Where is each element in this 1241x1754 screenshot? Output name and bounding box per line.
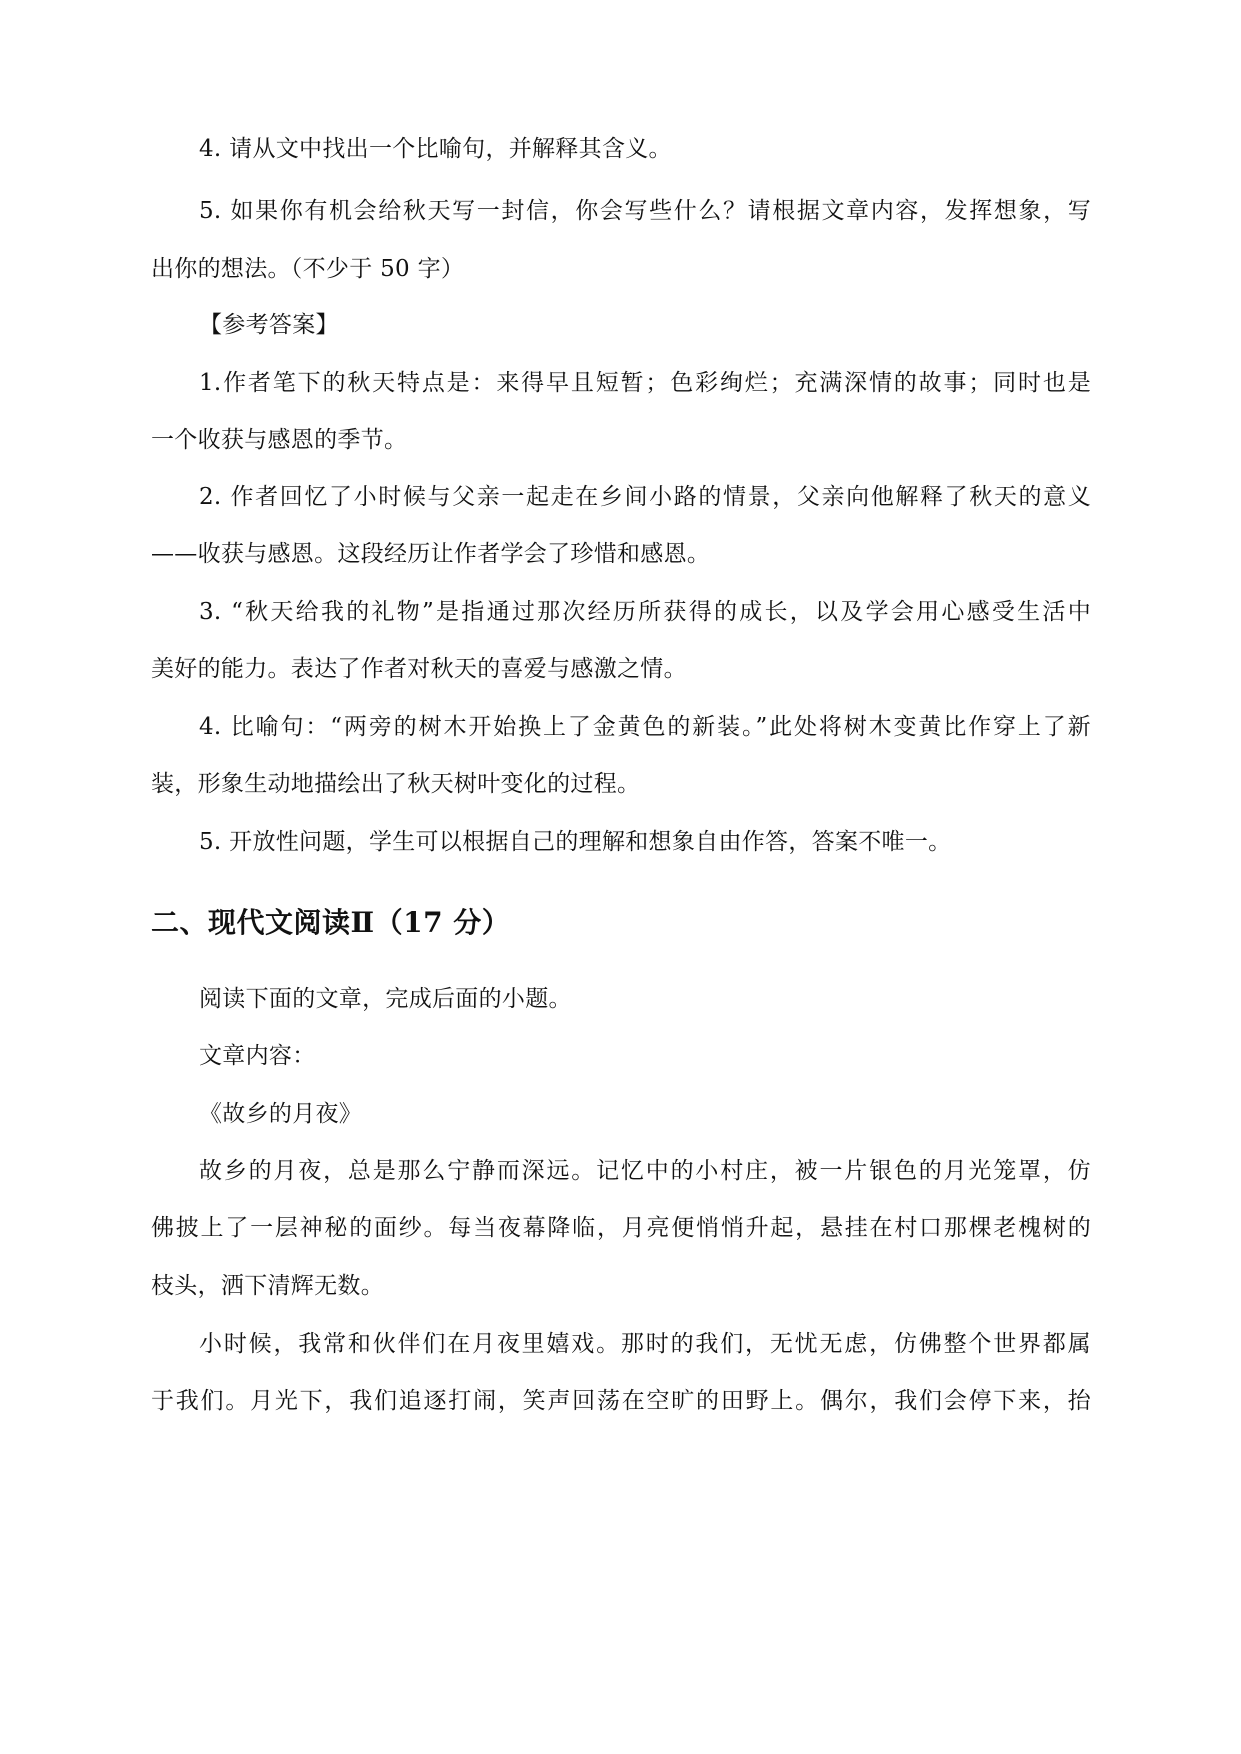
- answer-1-line-1: 1.作者笔下的秋天特点是：来得早且短暂；色彩绚烂；充满深情的故事；同时也是: [199, 370, 1091, 396]
- article-paragraph-1-line-2: 佛披上了一层神秘的面纱。每当夜幕降临，月亮便悄悄升起，悬挂在村口那棵老槐树的: [151, 1215, 1091, 1241]
- answers-label: 【参考答案】: [199, 312, 339, 338]
- answer-3-line-2: 美好的能力。表达了作者对秋天的喜爱与感激之情。: [151, 656, 687, 682]
- question-4: 4. 请从文中找出一个比喻句，并解释其含义。: [199, 136, 672, 162]
- answer-1-line-2: 一个收获与感恩的季节。: [151, 427, 408, 453]
- article-paragraph-1-line-1: 故乡的月夜，总是那么宁静而深远。记忆中的小村庄，被一片银色的月光笼罩，仿: [199, 1158, 1091, 1184]
- reading-instruction: 阅读下面的文章，完成后面的小题。: [199, 986, 572, 1012]
- section-heading: 二、现代文阅读Ⅱ（17 分）: [151, 906, 511, 939]
- article-content-label: 文章内容：: [199, 1043, 316, 1069]
- answer-4-line-2: 装，形象生动地描绘出了秋天树叶变化的过程。: [151, 771, 641, 797]
- article-paragraph-2-line-2: 于我们。月光下，我们追逐打闹，笑声回荡在空旷的田野上。偶尔，我们会停下来，抬: [151, 1388, 1091, 1414]
- question-5-line-2: 出你的想法。（不少于 50 字）: [151, 256, 465, 282]
- article-paragraph-1-line-3: 枝头，洒下清辉无数。: [151, 1273, 384, 1299]
- answer-2-line-2: ——收获与感恩。这段经历让作者学会了珍惜和感恩。: [151, 541, 711, 567]
- answer-5: 5. 开放性问题，学生可以根据自己的理解和想象自由作答，答案不唯一。: [199, 829, 952, 855]
- article-title: 《故乡的月夜》: [199, 1101, 363, 1127]
- answer-3-line-1: 3. “秋天给我的礼物”是指通过那次经历所获得的成长，以及学会用心感受生活中: [199, 599, 1091, 625]
- article-paragraph-2-line-1: 小时候，我常和伙伴们在月夜里嬉戏。那时的我们，无忧无虑，仿佛整个世界都属: [199, 1331, 1091, 1357]
- answer-2-line-1: 2. 作者回忆了小时候与父亲一起走在乡间小路的情景，父亲向他解释了秋天的意义: [199, 484, 1091, 510]
- question-5-line-1: 5. 如果你有机会给秋天写一封信，你会写些什么？请根据文章内容，发挥想象，写: [199, 198, 1091, 224]
- answer-4-line-1: 4. 比喻句：“两旁的树木开始换上了金黄色的新装。”此处将树木变黄比作穿上了新: [199, 714, 1091, 740]
